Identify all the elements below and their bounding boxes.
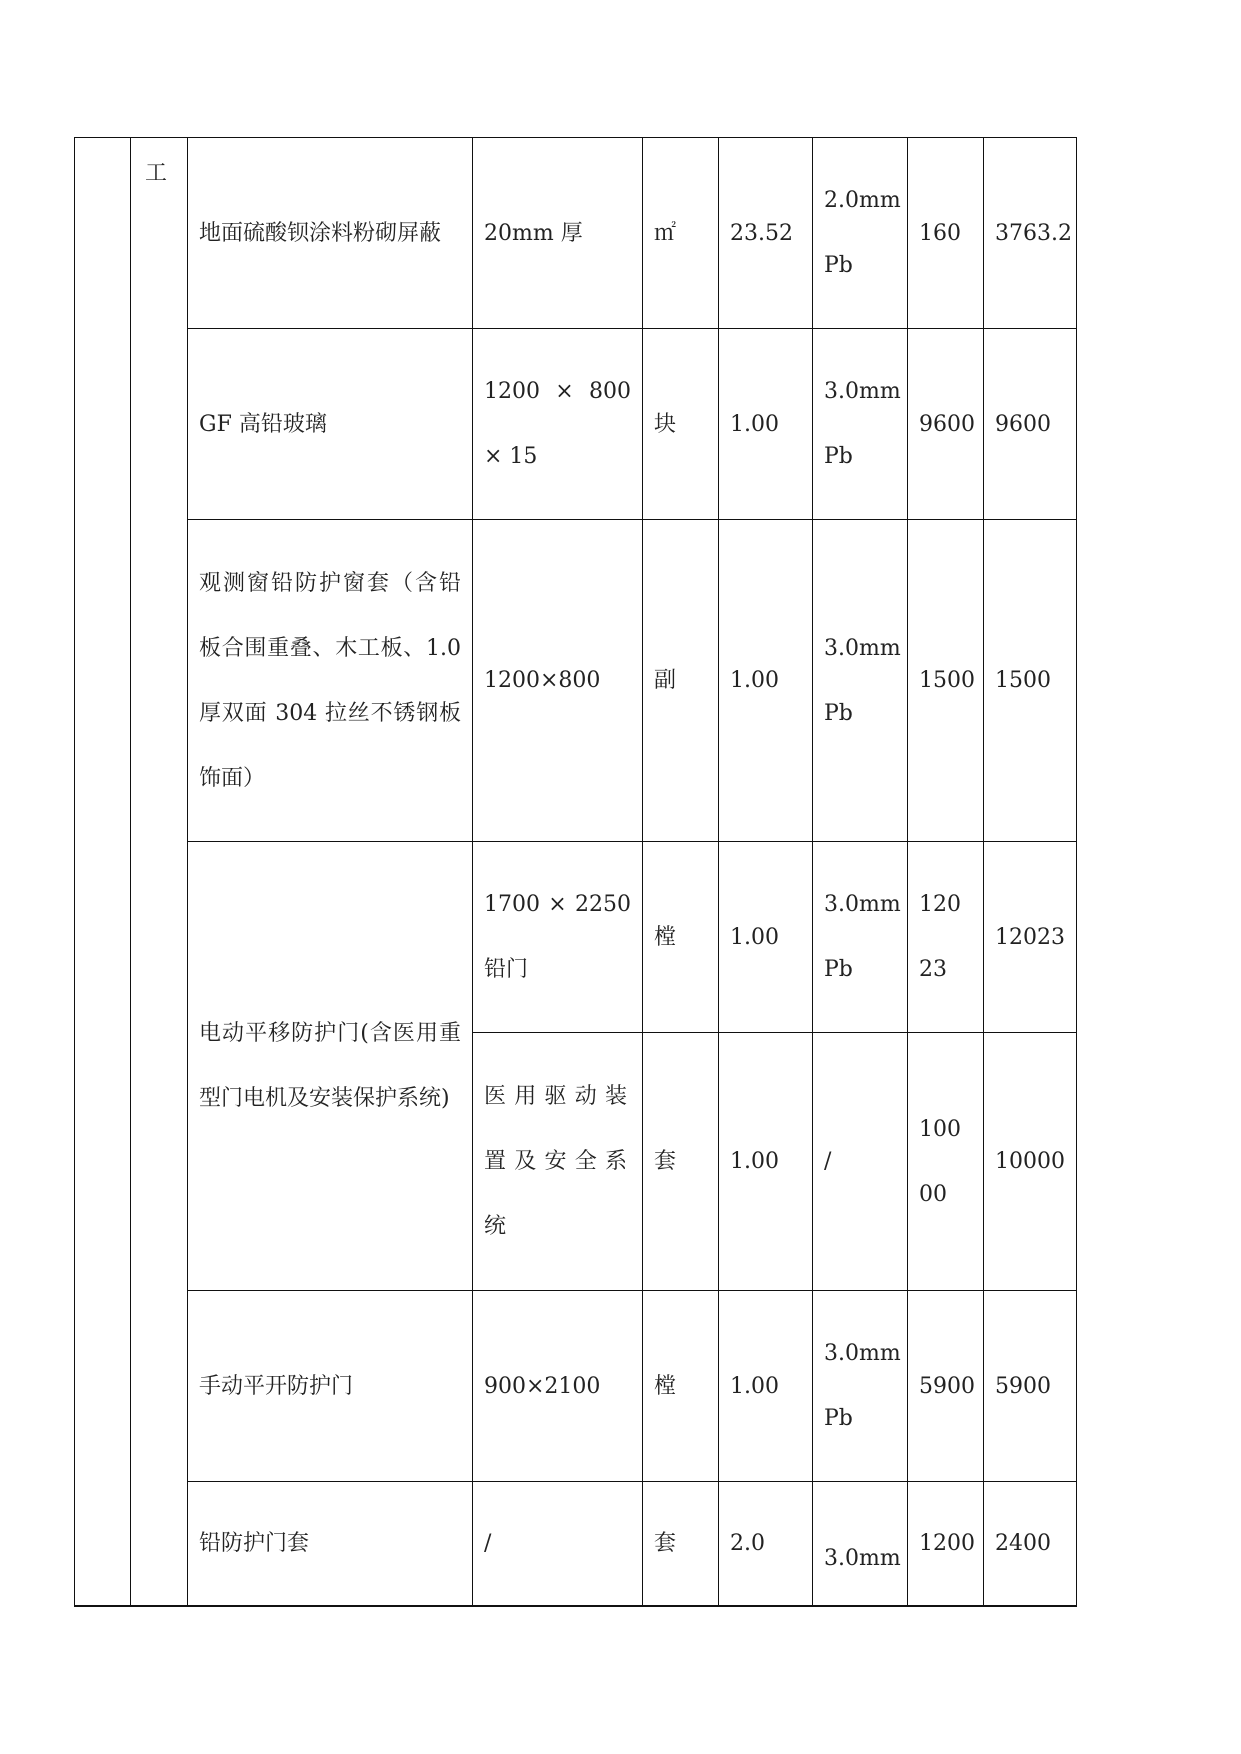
item-total: 2400 [995, 1531, 1051, 1556]
item-spec: 20mm 厚 [484, 220, 583, 246]
item-lead-equiv: 3.0mm Pb [824, 379, 901, 469]
item-total: 12023 [995, 924, 1065, 950]
item-lead-equiv: 3.0mm Pb [824, 1341, 901, 1431]
item-unit-price: 1500 [919, 668, 975, 693]
item-unit: 樘 [654, 1373, 677, 1399]
item-name: 地面硫酸钡涂料粉砌屏蔽 [199, 220, 442, 246]
item-qty: 1.00 [730, 411, 779, 437]
item-unit: 套 [654, 1531, 677, 1556]
item-qty: 1.00 [730, 1149, 779, 1174]
table-border-bottom [74, 1605, 1077, 1607]
item-total: 5900 [995, 1373, 1051, 1399]
item-unit-price: 5900 [919, 1373, 975, 1399]
item-unit-price: 1200 [919, 1531, 975, 1556]
item-qty: 1.00 [730, 668, 779, 693]
item-lead-equiv: / [824, 1149, 832, 1174]
item-qty: 1.00 [730, 1373, 779, 1399]
item-unit: ㎡ [654, 220, 677, 246]
item-lead-equiv: 2.0mm Pb [824, 188, 901, 278]
item-name: GF 高铅玻璃 [199, 411, 327, 437]
item-name: 观测窗铅防护窗套（含铅板合围重叠、木工板、1.0 厚双面 304 拉丝不锈钢板饰面） [199, 570, 461, 791]
item-spec: 1700 × 2250 铅门 [484, 892, 631, 982]
item-unit: 块 [654, 411, 677, 437]
item-lead-equiv: 3.0mm Pb [824, 892, 901, 982]
item-qty: 1.00 [730, 924, 779, 950]
item-lead-equiv: 3.0mm [824, 1546, 901, 1571]
item-spec: / [484, 1531, 492, 1556]
item-name: 电动平移防护门(含医用重型门电机及安装保护系统) [199, 1021, 461, 1111]
item-total: 1500 [995, 668, 1051, 693]
item-unit: 套 [654, 1149, 677, 1174]
item-spec: 900×2100 [484, 1373, 601, 1399]
item-unit-price: 160 [919, 220, 961, 246]
item-qty: 2.0 [730, 1531, 765, 1556]
item-spec: 1200 × 800 × 15 [484, 379, 631, 469]
quotation-table [74, 137, 1077, 1606]
col-divider [130, 137, 131, 1606]
section-label: 工 [145, 161, 168, 186]
item-qty: 23.52 [730, 220, 793, 246]
item-total: 10000 [995, 1149, 1065, 1174]
item-spec: 1200×800 [484, 668, 601, 693]
item-lead-equiv: 3.0mm Pb [824, 635, 901, 726]
item-name: 手动平开防护门 [199, 1373, 354, 1399]
item-total: 9600 [995, 411, 1051, 437]
item-unit-price: 10000 [919, 1116, 961, 1207]
item-total: 3763.2 [995, 220, 1072, 246]
item-unit: 樘 [654, 924, 677, 950]
item-spec: 医用驱动装置及安全系统 [484, 1084, 631, 1239]
table-border-right [1076, 137, 1077, 1606]
item-unit-price: 12023 [919, 892, 961, 982]
col-divider [74, 137, 75, 1606]
item-unit: 副 [654, 668, 677, 693]
item-unit-price: 9600 [919, 411, 975, 437]
item-name: 铅防护门套 [199, 1531, 310, 1556]
